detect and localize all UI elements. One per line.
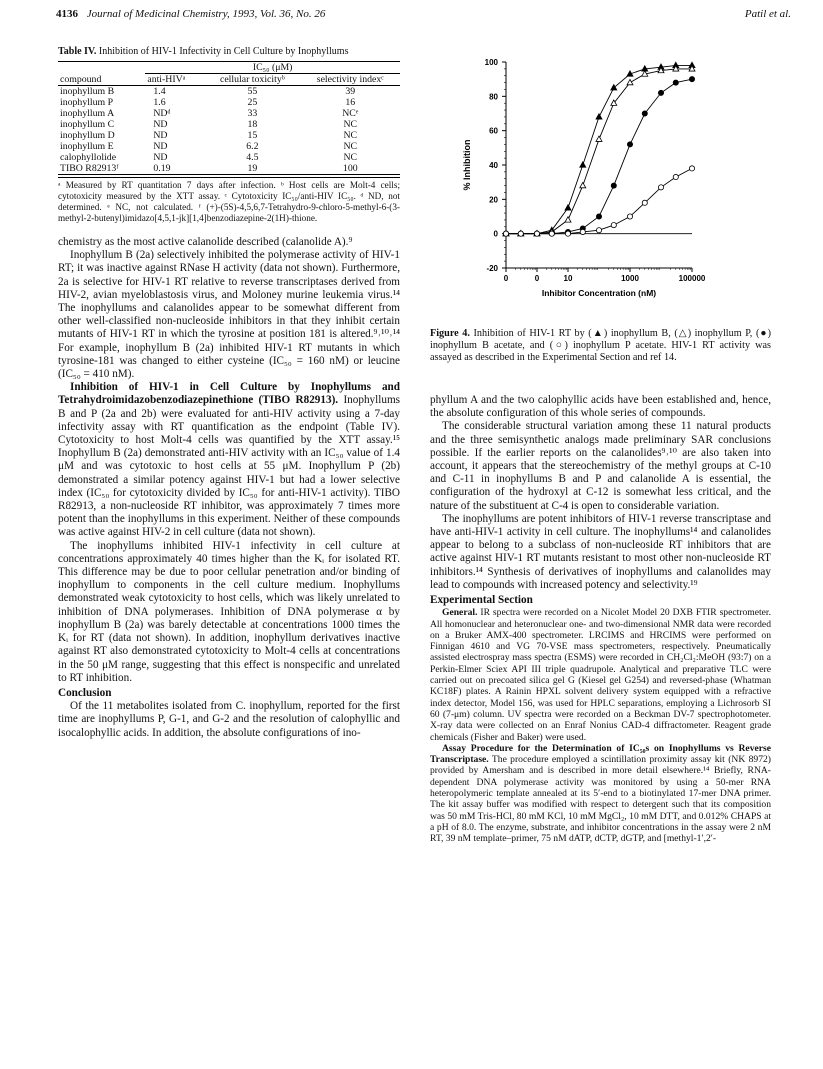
data-point-open-circle bbox=[611, 222, 616, 227]
col-header-compound: compound bbox=[58, 74, 145, 86]
right-paragraph-2: The considerable structural variation among these 11 natural products and the three semisynthetic analogs made preliminary SAR conclusions possible. If the earlier reports on the calanolides⁹˒¹⁰ are also taken into account, it appears that the stereochemistry of the methyl groups at C-10 and C-11 in inophyllums B and P and calanolide A is essential, the configuration of the hydroxyl at C-12 is somewhat less critical, and the nature of the substituent at C-4 is open to considerable variation. bbox=[430, 420, 771, 512]
table-cell: 25 bbox=[247, 97, 258, 108]
journal-citation: Journal of Medicinal Chemistry, 1993, Vol. 36, No. 26 bbox=[86, 8, 326, 20]
table-row bbox=[58, 163, 400, 175]
inhibition-chart bbox=[430, 52, 772, 322]
x-tick-label: 10 bbox=[563, 274, 573, 283]
data-point-open-circle bbox=[596, 228, 601, 233]
figure-caption-text: Inhibition of HIV-1 RT by (▲) inophyllum B, (△) inophyllum P, (●) inophyllum B acetate, and (○) inophyllum P acetate. HIV-1 RT activity was assayed as described in the Experimental Section and ref 14. bbox=[430, 328, 771, 364]
right-paragraph-1: phyllum A and the two calophyllic acids have been established and, hence, the absolute configuration of this whole series of compounds. bbox=[430, 394, 771, 420]
col-header-toxicity: cellular toxicityᵇ bbox=[204, 74, 300, 86]
table-cell: 16 bbox=[345, 97, 356, 108]
table-cell: ND bbox=[153, 130, 168, 141]
series-line-filled-circle bbox=[506, 79, 692, 234]
table-row bbox=[58, 130, 400, 141]
table-cell: calophyllolide bbox=[60, 152, 117, 163]
table-cell: NC bbox=[343, 152, 358, 163]
series-line-open-triangle bbox=[506, 69, 692, 234]
series-line-open-circle bbox=[506, 168, 692, 233]
y-tick-label: 100 bbox=[484, 58, 498, 67]
data-point-open-circle bbox=[673, 174, 678, 179]
table-label: Table IV. bbox=[58, 46, 97, 57]
table-cell: ND bbox=[153, 141, 168, 152]
table-row bbox=[58, 141, 400, 152]
left-paragraph-3 bbox=[58, 381, 400, 539]
figure-caption bbox=[430, 328, 771, 365]
table-cell: inophyllum A bbox=[60, 108, 115, 119]
left-paragraph-5: Of the 11 metabolites isolated from C. inophyllum, reported for the first time are inophyllums P, G-1, and G-2 and the resolution of calophyllic and isocalophyllic acids. In addition, the absolute configurations of ino- bbox=[58, 700, 400, 739]
ic50-group-header: IC₅₀ (μM) bbox=[145, 62, 400, 74]
data-point-filled-circle bbox=[611, 183, 616, 188]
table-cell: NDᵈ bbox=[153, 108, 171, 119]
table-cell: 1.6 bbox=[153, 97, 166, 108]
data-point-open-circle bbox=[503, 231, 508, 236]
table-footnote: ᵃ Measured by RT quantitation 7 days after infection. ᵇ Host cells are Molt-4 cells; cytotoxicity measured by the XTT assay. ᶜ Cytotoxicity IC₅₀/anti-HIV IC₅₀. ᵈ ND, not determined. ᵉ NC, not calculated. ᶠ (+)-(5S)-4,5,6,7-Tetrahydro-9-chloro-5-methyl-6-(3-methyl-2-butenyl)imidazo[4,5,1-jk][1,4]benzodiazepine-2(1H)-thione. bbox=[58, 177, 400, 224]
general-text: IR spectra were recorded on a Nicolet Model 20 DXB FTIR spectrometer. All homonuclear and heteronuclear one- and two-dimensional NMR data were recorded on a Bruker AMX-400 spectrometer. LRCIMS and HRCIMS were performed on Finnigan 4610 and VG 70-VSE mass spectrometers, respectively. Pneumatically assisted electrospray mass spectra (ESMS) were recorded in CH₂Cl₂:MeOH (93:7) on a Perkin-Elmer Sciex API III triple quadrupole. Analytical and preparative TLC were carried out on precoated silica gel G (Kiesel gel G254) and reversed-phase (Whatman KC18F) plates. A Rainin HPXL solvent delivery system equipped with a refractive index detector, Model 156, was used for HPLC separations, employing a Lichrosorb SI 60 (7-μm) column. UV spectra were recorded on a Beckman DV-7 spectrophotometer. X-ray data were collected on an Enraf Nonius CAD-4 diffractometer. Reagent grade chemicals (Fisher and Baker) were used. bbox=[430, 607, 771, 743]
data-point-open-triangle bbox=[596, 136, 602, 141]
table-iv bbox=[58, 61, 400, 175]
figure-4 bbox=[430, 52, 772, 342]
x-axis-label: Inhibitor Concentration (nM) bbox=[541, 288, 657, 298]
table-row bbox=[58, 152, 400, 163]
table-cell: inophyllum E bbox=[60, 141, 114, 152]
table-cell: 100 bbox=[342, 163, 358, 174]
data-point-filled-circle bbox=[627, 142, 632, 147]
table-caption bbox=[58, 46, 400, 58]
table-title: Inhibition of HIV-1 Infectivity in Cell Culture by Inophyllums bbox=[98, 46, 349, 57]
data-point-open-triangle bbox=[627, 79, 633, 84]
data-point-open-triangle bbox=[580, 182, 586, 187]
data-point-filled-circle bbox=[689, 77, 694, 82]
chart-axes bbox=[462, 58, 706, 298]
col-header-anti-hiv: anti-HIVᵃ bbox=[145, 74, 204, 86]
data-point-filled-triangle bbox=[611, 85, 617, 90]
right-column bbox=[430, 394, 771, 844]
table-row bbox=[58, 86, 400, 98]
left-paragraph-4: The inophyllums inhibited HIV-1 infectivity in cell culture at concentrations approximately 40 times higher than the Kᵢ for isolated RT. This difference may be due to poor cellular penetration and/or binding of inophyllum to components in the cell culture medium. Inophyllums demonstrated weak cytotoxicity to host cells, which was likely unrelated to inhibition of DNA polymerases. Inhibition of DNA polymerase α by inophyllum B (2a) was barely detectable at concentrations 1000 times the Kᵢ for RT (data not shown). In addition, inophyllum derivatives inactive against RT also demonstrated cytotoxicity to Molt-4 cells at concentrations in the 50 μM range, suggesting that this effect is nonspecific and unrelated to RT inhibition. bbox=[58, 539, 400, 684]
data-point-filled-circle bbox=[658, 90, 663, 95]
table-cell: 15 bbox=[247, 130, 258, 141]
right-paragraph-3: The inophyllums are potent inhibitors of HIV-1 reverse transcriptase and have anti-HIV-1 activity in cell culture. The inophyllums¹⁴ and calanolides appear to belong to a subclass of non-nucleoside RT inhibitors that are active against HIV-1 RT mutants resistant to most other non-nucleoside RT inhibitors.¹⁴ Synthesis of derivatives of inophyllums and calanolides may lead to compounds with increased potency and selectivity.¹⁹ bbox=[430, 512, 771, 591]
x-tick-label: 0 bbox=[534, 274, 540, 283]
table-cell: 18 bbox=[247, 119, 258, 130]
table-row bbox=[58, 97, 400, 108]
table-cell: 19 bbox=[247, 163, 258, 174]
general-paragraph bbox=[430, 607, 771, 743]
table-cell: 1.4 bbox=[153, 86, 166, 97]
table-row bbox=[58, 108, 400, 119]
table-cell: 6.2 bbox=[246, 141, 259, 152]
y-tick-label: 40 bbox=[489, 161, 498, 170]
data-point-open-circle bbox=[642, 200, 647, 205]
section-heading-experimental: Experimental Section bbox=[430, 594, 533, 607]
data-point-open-circle bbox=[534, 231, 539, 236]
running-authors: Patil et al. bbox=[744, 8, 791, 20]
left-column bbox=[58, 46, 400, 740]
data-point-open-circle bbox=[627, 214, 632, 219]
data-point-filled-circle bbox=[642, 111, 647, 116]
y-tick-label: -20 bbox=[486, 264, 498, 273]
table-cell: NC bbox=[343, 130, 358, 141]
table-cell: NC bbox=[343, 119, 358, 130]
table-cell: 33 bbox=[247, 108, 258, 119]
data-point-filled-triangle bbox=[565, 205, 571, 210]
data-point-open-circle bbox=[518, 231, 523, 236]
col-header-selectivity: selectivity indexᶜ bbox=[301, 74, 400, 86]
data-point-open-circle bbox=[658, 185, 663, 190]
y-tick-label: 0 bbox=[493, 229, 498, 239]
general-heading: General. bbox=[442, 607, 478, 619]
data-point-open-circle bbox=[565, 231, 570, 236]
table-row bbox=[58, 119, 400, 130]
y-tick-label: 60 bbox=[489, 126, 498, 136]
table-cell: ND bbox=[153, 119, 168, 130]
chart-series bbox=[503, 62, 695, 236]
data-point-filled-circle bbox=[673, 80, 678, 85]
left-paragraph-2: Inophyllum B (2a) selectively inhibited the polymerase activity of HIV-1 RT; it was inactive against RNase H activity (data not shown). Furthermore, 2a is selective for HIV-1 RT relative to reverse transcriptases derived from HIV-2, avian myeloblastosis virus, and Moloney murine leukemia virus.¹⁴ The inophyllums and calanolides appear to be somewhat different from other well-classified non-nucleoside inhibitors in that they inhibit certain mutants of HIV-1 RT in which the tyrosine at position 181 is altered.⁹˒¹⁰˒¹⁴ For example, inophyllum B (2a) inhibited HIV-1 RT mutants in which tyrosine-181 was changed to either cysteine (IC₅₀ = 160 nM) or leucine (IC₅₀ = 410 nM). bbox=[58, 249, 400, 381]
left-paragraph-3-text: Inophyllums B and P (2a and 2b) were evaluated for anti-HIV activity using a 7-day infectivity assay with RT quantification as the endpoint (Table IV). Cytotoxicity to host Molt-4 cells was quantified by the XTT assay.¹⁵ Inophyllum B (2a) demonstrated anti-HIV activity with an IC₅₀ value of 1.4 μM and was cytotoxic to host cells at 55 μM. Inophyllum P (2b) demonstrated a similar potency against HIV-1 but had a lower selective index (IC₅₀ for cytotoxicity divided by IC₅₀ for anti-HIV-1 activity). TIBO R82913, a non-nucleoside RT inhibitor, was approximately 7 times more potent than the inophyllums in this experiment. Neither of these compounds was active against HIV-2 in cell culture (data not shown). bbox=[58, 394, 400, 539]
running-header bbox=[56, 8, 791, 24]
table-cell: inophyllum D bbox=[60, 130, 115, 141]
data-point-open-circle bbox=[689, 166, 694, 171]
left-paragraph-1: chemistry as the most active calanolide described (calanolide A).⁹ bbox=[58, 236, 353, 248]
assay-heading: Assay Procedure for the Determination of IC₅₀s on Inophyllums vs Reverse Transcriptase. bbox=[430, 742, 771, 766]
table-cell: 4.5 bbox=[246, 152, 259, 163]
table-cell: inophyllum P bbox=[60, 97, 114, 108]
y-tick-label: 20 bbox=[489, 195, 498, 205]
table-cell: inophyllum B bbox=[60, 86, 115, 97]
y-tick-label: 80 bbox=[489, 92, 498, 102]
figure-label: Figure 4. bbox=[430, 328, 470, 339]
table-cell: 0.19 bbox=[153, 163, 171, 174]
page-number: 4136 bbox=[56, 8, 78, 20]
section-heading-inhibition: Inhibition of HIV-1 in Cell Culture by Inophyllums and Tetrahydroimidazobenzodiazepinethione (TIBO R82913). bbox=[58, 381, 400, 407]
data-point-filled-triangle bbox=[580, 162, 586, 167]
data-point-open-triangle bbox=[565, 217, 571, 222]
table-cell: inophyllum C bbox=[60, 119, 115, 130]
data-point-open-circle bbox=[549, 231, 554, 236]
table-cell: ND bbox=[153, 152, 168, 163]
x-tick-label: 100000 bbox=[678, 274, 706, 283]
data-point-open-circle bbox=[580, 229, 585, 234]
y-axis-label: % Inhibition bbox=[462, 139, 472, 191]
table-cell: 55 bbox=[247, 86, 258, 97]
assay-paragraph bbox=[430, 743, 771, 845]
x-tick-label: 0 bbox=[503, 274, 509, 283]
assay-text: The procedure employed a scintillation proximity assay kit (NK 8972) provided by Amersham and is described in more detail elsewhere.¹⁴ Briefly, RNA-dependent DNA polymerase activity was monitored by using a 50-mer RNA heteropolymeric template annealed at its 5′-end to a biotinylated 17-mer DNA primer. The kit assay buffer was modified with respect to detergent such that its composition was 50 mM Tris-HCl, 80 mM KCl, 10 mM MgCl₂, 10 mM DTT, and 0.012% CHAPS at a pH of 8.0. The enzyme, substrate, and inhibitor concentrations in the assay were 2 nM RT, 39 nM template–primer, 75 nM dATP, dCTP, dGTP, and [methyl-1′,2′- bbox=[430, 754, 771, 845]
x-tick-label: 1000 bbox=[621, 274, 639, 283]
table-cell: TIBO R82913ᶠ bbox=[60, 163, 119, 174]
table-cell: NC bbox=[343, 141, 358, 152]
data-point-filled-triangle bbox=[596, 114, 602, 119]
data-point-filled-circle bbox=[596, 214, 601, 219]
section-heading-conclusion: Conclusion bbox=[58, 686, 112, 699]
table-cell: NCᵉ bbox=[342, 108, 359, 119]
table-cell: 39 bbox=[345, 86, 356, 97]
